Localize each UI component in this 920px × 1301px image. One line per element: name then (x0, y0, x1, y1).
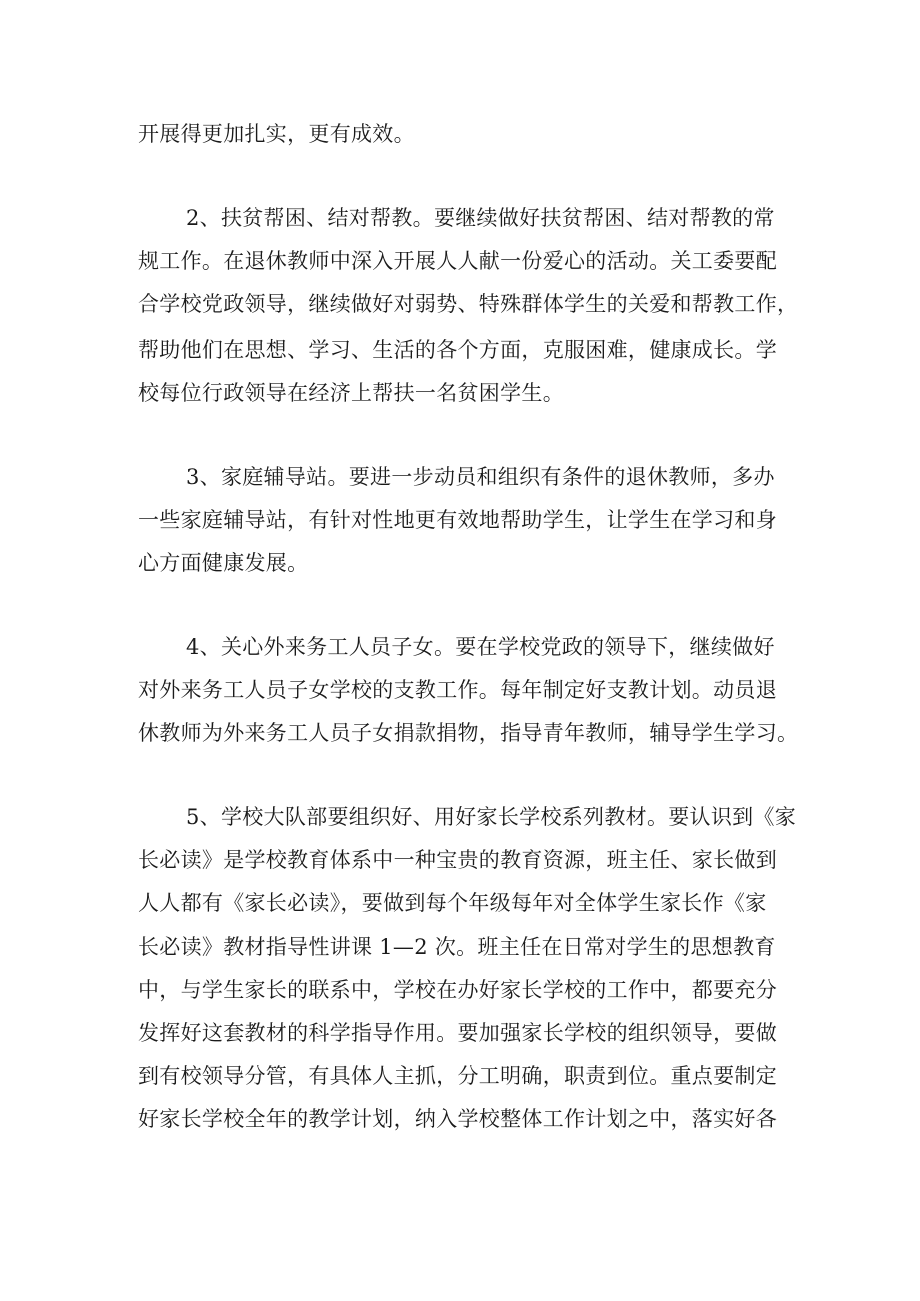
intro-tail-line-1: 开展得更加扎实，更有成效。 (138, 122, 415, 146)
section-5-line-3: 人人都有《家长必读》，要做到每个年级每年对全体学生家长作《家 (138, 891, 767, 915)
section-5-line-4: 长必读》教材指导性讲课 1—2 次。班主任在日常对学生的思想教育 (138, 935, 776, 959)
section-2-line-1: 2、扶贫帮困、结对帮教。要继续做好扶贫帮困、结对帮教的常 (186, 206, 775, 230)
section-2-line-2: 规工作。在退休教师中深入开展人人献一份爱心的活动。关工委要配 (138, 249, 777, 273)
section-3-line-3: 心方面健康发展。 (138, 551, 309, 575)
section-5-line-1: 5、学校大队部要组织好、用好家长学校系列教材。要认识到《家 (186, 805, 797, 829)
section-5-line-5: 中，与学生家长的联系中，学校在办好家长学校的工作中，都要充分 (138, 978, 777, 1002)
section-3-line-1: 3、家庭辅导站。要进一步动员和组织有条件的退休教师，多办 (186, 465, 775, 489)
section-5-line-7: 到有校领导分管，有具体人主抓，分工明确，职责到位。重点要制定 (138, 1064, 777, 1088)
section-2-line-5: 校每位行政领导在经济上帮扶一名贫困学生。 (138, 381, 564, 405)
section-4-line-2: 对外来务工人员子女学校的支教工作。每年制定好支教计划。动员退 (138, 678, 777, 702)
section-5-line-8: 好家长学校全年的教学计划，纳入学校整体工作计划之中，落实好各 (138, 1107, 777, 1131)
section-4-line-1: 4、关心外来务工人员子女。要在学校党政的领导下，继续做好 (186, 635, 775, 659)
section-5-line-6: 发挥好这套教材的科学指导作用。要加强家长学校的组织领导，要做 (138, 1021, 777, 1045)
section-5-line-2: 长必读》是学校教育体系中一种宝贵的教育资源，班主任、家长做到 (138, 848, 777, 872)
section-3-line-2: 一些家庭辅导站，有针对性地更有效地帮助学生，让学生在学习和身 (138, 508, 777, 532)
section-2-line-4: 帮助他们在思想、学习、生活的各个方面，克服困难，健康成长。学 (138, 338, 777, 362)
section-2-line-3: 合学校党政领导，继续做好对弱势、特殊群体学生的关爱和帮教工作， (138, 292, 799, 316)
section-4-line-3: 休教师为外来务工人员子女捐款捐物，指导青年教师，辅导学生学习。 (138, 721, 799, 745)
